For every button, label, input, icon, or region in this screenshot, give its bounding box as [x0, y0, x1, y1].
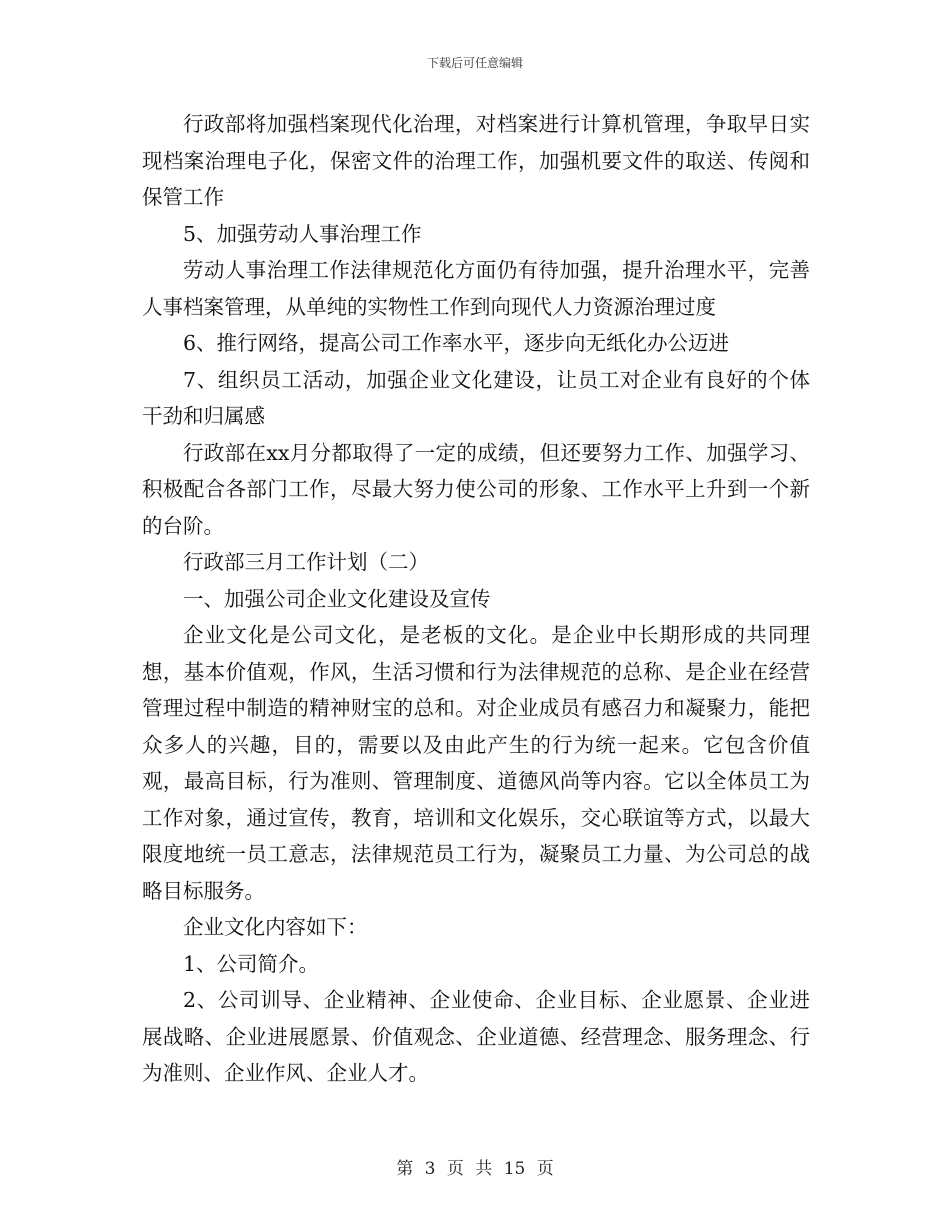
paragraph-item-7: 7、组织员工活动，加强企业文化建设，让员工对企业有良好的个体干劲和归属感	[142, 367, 810, 428]
paragraph-item-6: 6、推行网络，提高公司工作率水平，逐步向无纸化办公迈进	[183, 331, 730, 355]
paragraph-culture-definition: 企业文化是公司文化，是老板的文化。是企业中长期形成的共同理想，基本价值观，作风，生活习惯和行为法律规范的总称、是企业在经营管理过程中制造的精神财宝的总和。对企业成员有感召力和凝聚力，能把众多人的兴趣，目的，需要以及由此产生的行为统一起来。它包含价值观，最高目标，行为准则、管理制度、道德风尚等内容。它以全体员工为工作对象，通过宣传，教育，培训和文化娱乐，交心联谊等方式，以最大限度地统一员工意志，法律规范员工行为，凝聚员工力量、为公司总的战略目标服务。	[142, 623, 810, 903]
paragraph-summary: 行政部在xx月分都取得了一定的成绩，但还要努力工作、加强学习、积极配合各部门工作，尽最大努力使公司的形象、工作水平上升到一个新的台阶。	[142, 440, 810, 538]
document-body	[142, 106, 810, 1092]
paragraph-archives: 行政部将加强档案现代化治理，对档案进行计算机管理，争取早日实现档案治理电子化，保密文件的治理工作，加强机要文件的取送、传阅和保管工作	[142, 112, 810, 209]
page-number: 第 3 页 共 15 页	[396, 1159, 554, 1179]
paragraph-item-5-heading: 5、加强劳动人事治理工作	[183, 221, 422, 246]
paragraph-culture-item-1: 1、公司简介。	[183, 951, 320, 976]
section-heading-culture: 一、加强公司企业文化建设及宣传	[183, 586, 491, 611]
paragraph-culture-item-2: 2、公司训导、企业精神、企业使命、企业目标、企业愿景、企业进展战略、企业进展愿景、价值观念、企业道德、经营理念、服务理念、行为准则、企业作风、企业人才。	[142, 988, 810, 1085]
section-title-plan-2: 行政部三月工作计划（二）	[183, 550, 429, 574]
page-header-note: 下载后可任意编辑	[426, 56, 523, 70]
paragraph-culture-contents-intro: 企业文化内容如下：	[183, 915, 368, 939]
paragraph-labor-management: 劳动人事治理工作法律规范化方面仍有待加强，提升治理水平，完善人事档案管理，从单纯的实物性工作到向现代人力资源治理过度	[142, 258, 810, 319]
